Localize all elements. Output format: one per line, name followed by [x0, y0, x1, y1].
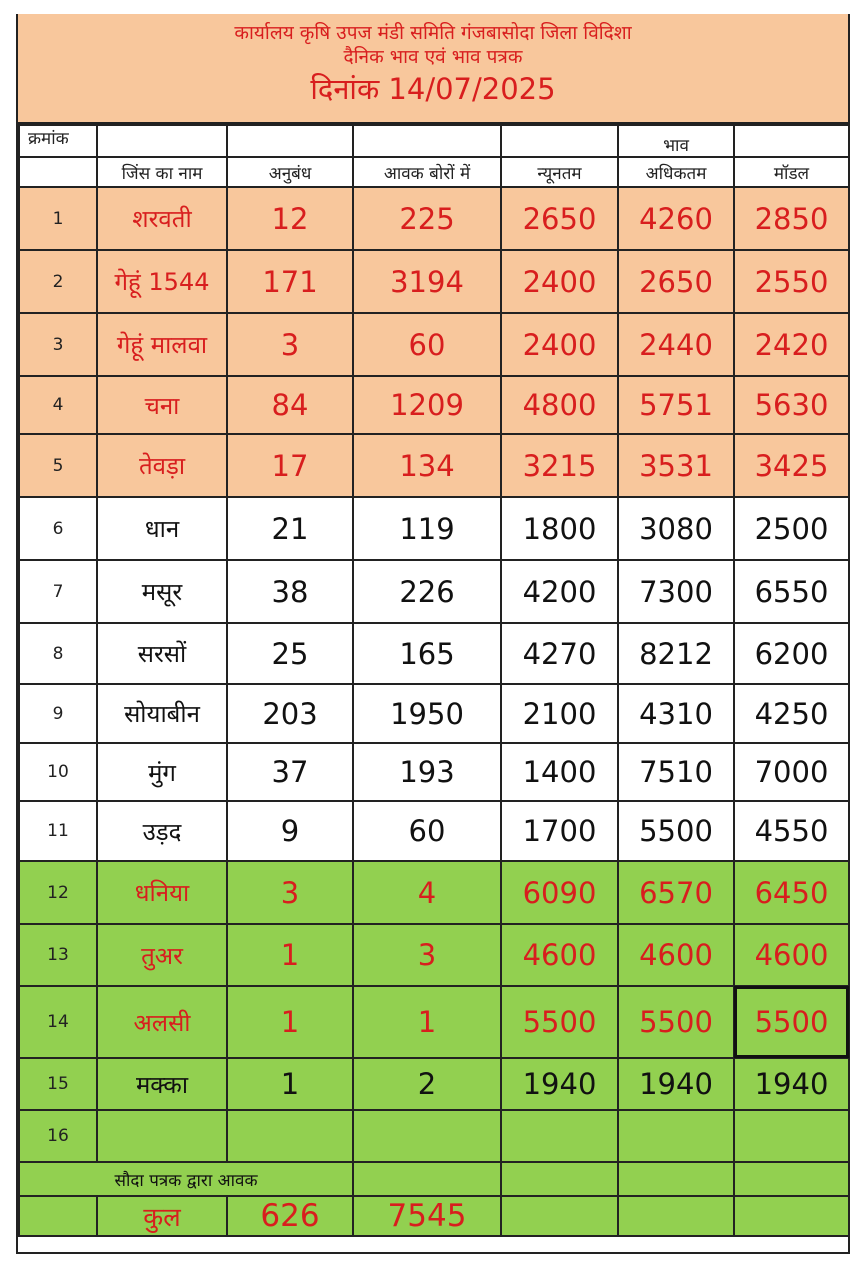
header-contract: अनुबंध — [227, 157, 353, 187]
table-row — [19, 560, 849, 623]
header-min: न्यूनतम — [501, 157, 618, 187]
table-row — [19, 250, 849, 313]
commodity-cell: तुअर — [97, 924, 227, 986]
price-table — [18, 124, 850, 1237]
modal-price-cell: 1940 — [734, 1058, 849, 1110]
contract-cell: 37 — [227, 743, 353, 801]
header-blank-1 — [97, 125, 227, 157]
commodity-cell: मुंग — [97, 743, 227, 801]
total-contract: 626 — [227, 1196, 353, 1236]
footer-row-sauda — [19, 1162, 849, 1196]
modal-price-cell: 6450 — [734, 861, 849, 924]
commodity-cell: मक्का — [97, 1058, 227, 1110]
table-row — [19, 376, 849, 434]
min-price-cell: 2400 — [501, 313, 618, 376]
commodity-cell: गेहूं मालवा — [97, 313, 227, 376]
commodity-cell: शरवती — [97, 187, 227, 250]
contract-cell: 203 — [227, 684, 353, 743]
serial-cell: 10 — [19, 743, 97, 801]
modal-price-cell: 4600 — [734, 924, 849, 986]
max-price-cell: 3531 — [618, 434, 734, 497]
arrival-cell: 226 — [353, 560, 501, 623]
header-modal: मॉडल — [734, 157, 849, 187]
table-row — [19, 986, 849, 1058]
contract-cell: 3 — [227, 313, 353, 376]
modal-price-cell: 5500 — [734, 986, 849, 1058]
commodity-cell: धान — [97, 497, 227, 560]
min-price-cell: 4800 — [501, 376, 618, 434]
serial-cell: 9 — [19, 684, 97, 743]
contract-cell: 1 — [227, 1058, 353, 1110]
max-price-cell — [618, 1110, 734, 1162]
min-price-cell: 1700 — [501, 801, 618, 861]
commodity-cell: धनिया — [97, 861, 227, 924]
header-blank-4 — [501, 125, 618, 157]
commodity-cell — [97, 1110, 227, 1162]
contract-cell: 171 — [227, 250, 353, 313]
serial-cell: 7 — [19, 560, 97, 623]
modal-price-cell: 6550 — [734, 560, 849, 623]
footer-row-total — [19, 1196, 849, 1236]
table-row — [19, 1110, 849, 1162]
modal-price-cell: 7000 — [734, 743, 849, 801]
serial-cell: 8 — [19, 623, 97, 684]
max-price-cell: 4600 — [618, 924, 734, 986]
serial-cell: 15 — [19, 1058, 97, 1110]
modal-price-cell: 2550 — [734, 250, 849, 313]
table-row — [19, 497, 849, 560]
header-price-group: भाव — [618, 125, 734, 157]
contract-cell: 38 — [227, 560, 353, 623]
sheet-date: दिनांक 14/07/2025 — [310, 72, 556, 106]
arrival-cell: 165 — [353, 623, 501, 684]
commodity-cell: सोयाबीन — [97, 684, 227, 743]
min-price-cell: 1940 — [501, 1058, 618, 1110]
commodity-cell: गेहूं 1544 — [97, 250, 227, 313]
max-price-cell: 3080 — [618, 497, 734, 560]
contract-cell: 12 — [227, 187, 353, 250]
max-price-cell: 5500 — [618, 986, 734, 1058]
header-serial-blank — [19, 157, 97, 187]
footer-blank — [353, 1162, 501, 1196]
table-row — [19, 801, 849, 861]
serial-cell: 1 — [19, 187, 97, 250]
min-price-cell: 4270 — [501, 623, 618, 684]
min-price-cell — [501, 1110, 618, 1162]
table-row — [19, 434, 849, 497]
modal-price-cell: 2850 — [734, 187, 849, 250]
via-sauda-label: सौदा पत्रक द्वारा आवक — [19, 1162, 353, 1196]
modal-price-cell: 5630 — [734, 376, 849, 434]
total-arrival: 7545 — [353, 1196, 501, 1236]
header-arrival: आवक बोरों में — [353, 157, 501, 187]
arrival-cell: 193 — [353, 743, 501, 801]
arrival-cell: 134 — [353, 434, 501, 497]
serial-cell: 3 — [19, 313, 97, 376]
arrival-cell: 119 — [353, 497, 501, 560]
modal-price-cell: 6200 — [734, 623, 849, 684]
serial-cell: 13 — [19, 924, 97, 986]
modal-price-cell: 4250 — [734, 684, 849, 743]
min-price-cell: 1400 — [501, 743, 618, 801]
header-serial: क्रमांक — [19, 125, 97, 157]
max-price-cell: 8212 — [618, 623, 734, 684]
modal-price-cell: 2500 — [734, 497, 849, 560]
arrival-cell: 3 — [353, 924, 501, 986]
serial-cell: 4 — [19, 376, 97, 434]
sheet-header — [18, 14, 848, 124]
min-price-cell: 6090 — [501, 861, 618, 924]
table-row — [19, 924, 849, 986]
max-price-cell: 5751 — [618, 376, 734, 434]
serial-cell: 2 — [19, 250, 97, 313]
contract-cell: 9 — [227, 801, 353, 861]
max-price-cell: 6570 — [618, 861, 734, 924]
max-price-cell: 7510 — [618, 743, 734, 801]
table-row — [19, 1058, 849, 1110]
footer-blank — [501, 1196, 618, 1236]
min-price-cell: 2650 — [501, 187, 618, 250]
header-commodity: जिंस का नाम — [97, 157, 227, 187]
arrival-cell: 1209 — [353, 376, 501, 434]
max-price-cell: 7300 — [618, 560, 734, 623]
min-price-cell: 2100 — [501, 684, 618, 743]
min-price-cell: 5500 — [501, 986, 618, 1058]
max-price-cell: 4260 — [618, 187, 734, 250]
contract-cell: 17 — [227, 434, 353, 497]
arrival-cell: 225 — [353, 187, 501, 250]
header-max: अधिकतम — [618, 157, 734, 187]
office-title: कार्यालय कृषि उपज मंडी समिति गंजबासोदा जिला विदिशा — [234, 22, 632, 44]
arrival-cell: 1950 — [353, 684, 501, 743]
footer-blank — [618, 1196, 734, 1236]
commodity-cell: अलसी — [97, 986, 227, 1058]
footer-blank — [734, 1196, 849, 1236]
max-price-cell: 5500 — [618, 801, 734, 861]
arrival-cell: 1 — [353, 986, 501, 1058]
contract-cell — [227, 1110, 353, 1162]
header-blank-2 — [227, 125, 353, 157]
min-price-cell: 2400 — [501, 250, 618, 313]
footer-blank — [19, 1196, 97, 1236]
serial-cell: 11 — [19, 801, 97, 861]
modal-price-cell: 2420 — [734, 313, 849, 376]
footer-blank — [501, 1162, 618, 1196]
contract-cell: 21 — [227, 497, 353, 560]
serial-cell: 16 — [19, 1110, 97, 1162]
contract-cell: 3 — [227, 861, 353, 924]
price-sheet — [16, 14, 850, 1254]
contract-cell: 84 — [227, 376, 353, 434]
contract-cell: 1 — [227, 924, 353, 986]
table-row — [19, 187, 849, 250]
min-price-cell: 1800 — [501, 497, 618, 560]
max-price-cell: 2440 — [618, 313, 734, 376]
modal-price-cell — [734, 1110, 849, 1162]
serial-cell: 12 — [19, 861, 97, 924]
header-blank-5 — [734, 125, 849, 157]
max-price-cell: 1940 — [618, 1058, 734, 1110]
serial-cell: 6 — [19, 497, 97, 560]
header-blank-3 — [353, 125, 501, 157]
total-label: कुल — [97, 1196, 227, 1236]
arrival-cell: 3194 — [353, 250, 501, 313]
footer-blank — [618, 1162, 734, 1196]
contract-cell: 25 — [227, 623, 353, 684]
min-price-cell: 3215 — [501, 434, 618, 497]
contract-cell: 1 — [227, 986, 353, 1058]
sheet-subtitle: दैनिक भाव एवं भाव पत्रक — [343, 46, 523, 68]
modal-price-cell: 4550 — [734, 801, 849, 861]
arrival-cell: 60 — [353, 313, 501, 376]
max-price-cell: 4310 — [618, 684, 734, 743]
max-price-cell: 2650 — [618, 250, 734, 313]
min-price-cell: 4200 — [501, 560, 618, 623]
commodity-cell: तेवड़ा — [97, 434, 227, 497]
arrival-cell: 2 — [353, 1058, 501, 1110]
commodity-cell: चना — [97, 376, 227, 434]
footer-blank — [734, 1162, 849, 1196]
serial-cell: 14 — [19, 986, 97, 1058]
serial-cell: 5 — [19, 434, 97, 497]
commodity-cell: उड़द — [97, 801, 227, 861]
commodity-cell: मसूर — [97, 560, 227, 623]
table-row — [19, 743, 849, 801]
min-price-cell: 4600 — [501, 924, 618, 986]
arrival-cell: 4 — [353, 861, 501, 924]
table-row — [19, 861, 849, 924]
table-row — [19, 313, 849, 376]
arrival-cell — [353, 1110, 501, 1162]
commodity-cell: सरसों — [97, 623, 227, 684]
table-row — [19, 684, 849, 743]
modal-price-cell: 3425 — [734, 434, 849, 497]
arrival-cell: 60 — [353, 801, 501, 861]
table-row — [19, 623, 849, 684]
